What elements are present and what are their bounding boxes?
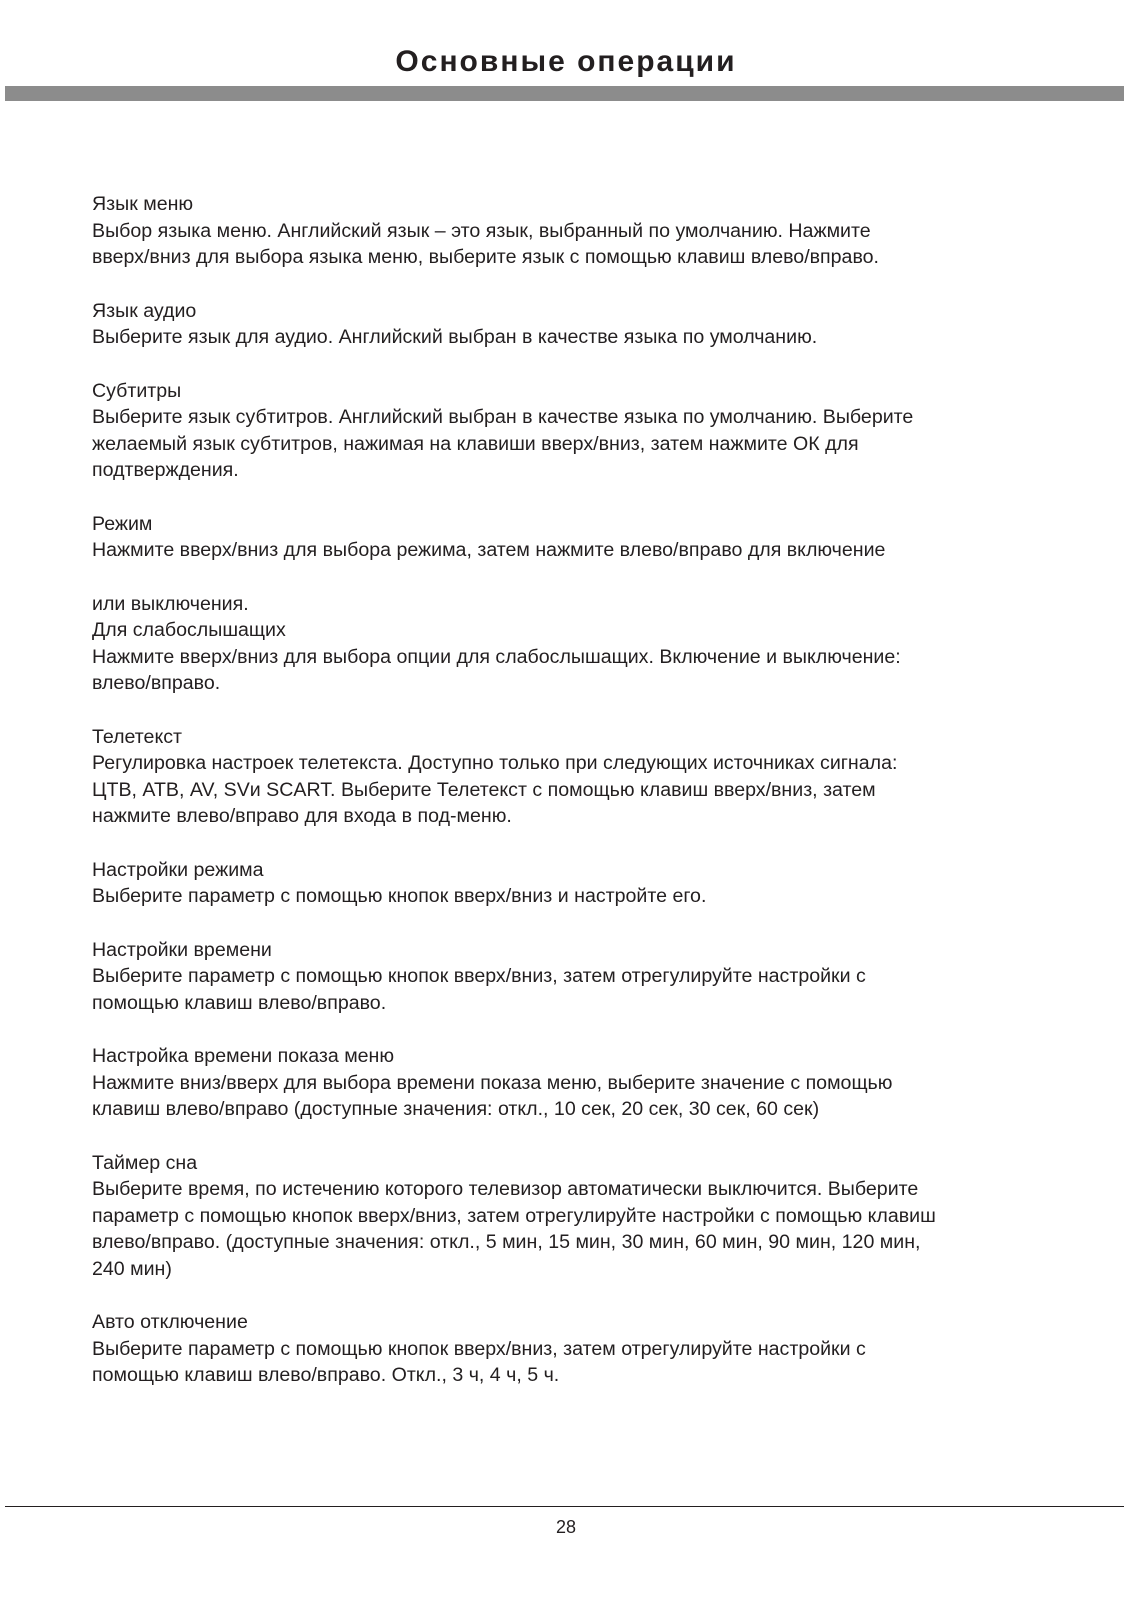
- section-heading: Настройка времени показа меню: [92, 1045, 395, 1067]
- section-text-line: вверх/вниз для выбора языка меню, выберите язык с помощью клавиш влево/вправо.: [92, 246, 879, 268]
- section-heading: Авто отключение: [92, 1311, 248, 1333]
- section-text-line: влево/вправо.: [92, 672, 221, 694]
- section-sleep-timer: [92, 1150, 1082, 1283]
- section-text-line: Нажмите вверх/вниз для выбора опции для слабослышащих. Включение и выключение:: [92, 645, 901, 668]
- section-text-line: Регулировка настроек телетекста. Доступно только при следующих источниках сигнала:: [92, 752, 898, 774]
- section-text-line: параметр с помощью кнопок вверх/вниз, затем отрегулируйте настройки с помощью клавиш: [92, 1204, 936, 1227]
- section-heading: Для слабослышащих: [92, 619, 286, 641]
- section-text-line: Выберите язык субтитров. Английский выбран в качестве языка по умолчанию. Выберите: [92, 406, 914, 428]
- section-text-line: подтверждения.: [92, 459, 239, 481]
- section-text-line: 240 мин): [92, 1257, 172, 1280]
- page-title: Основные операции: [395, 45, 737, 78]
- section-heading: Настройки времени: [92, 938, 272, 961]
- section-text-line: нажмите влево/вправо для входа в под-меню.: [92, 805, 512, 827]
- section-time-settings: [92, 937, 1082, 1017]
- section-menu-language: [92, 191, 1082, 271]
- section-menu-timeout: [92, 1043, 1082, 1123]
- document-body: [92, 191, 1082, 1416]
- section-heading: Режим: [92, 512, 153, 535]
- section-mode: [92, 511, 1082, 564]
- section-text-line: клавиш влево/вправо (доступные значения: откл., 10 сек, 20 сек, 30 сек, 60 сек): [92, 1098, 820, 1120]
- section-heading: Субтитры: [92, 379, 182, 402]
- section-text-line: Нажмите вниз/вверх для выбора времени показа меню, выберите значение с помощью: [92, 1071, 893, 1094]
- section-heading: Язык меню: [92, 193, 194, 215]
- footer-divider: [5, 1506, 1124, 1507]
- section-heading: Телетекст: [92, 725, 183, 748]
- page-number: 28: [555, 1517, 577, 1537]
- section-text-line: Выбор языка меню. Английский язык – это язык, выбранный по умолчанию. Нажмите: [92, 219, 871, 242]
- section-text-line: желаемый язык субтитров, нажимая на клавиши вверх/вниз, затем нажмите ОК для: [92, 432, 859, 455]
- section-text-line: помощью клавиш влево/вправо.: [92, 991, 387, 1014]
- section-heading: Язык аудио: [92, 299, 197, 322]
- section-text-line: помощью клавиш влево/вправо. Откл., 3 ч, 4 ч, 5 ч.: [92, 1364, 560, 1386]
- section-text-line: Выберите параметр с помощью кнопок вверх/вниз и настройте его.: [92, 885, 707, 907]
- section-text-line: Выберите параметр с помощью кнопок вверх/вниз, затем отрегулируйте настройки с: [92, 965, 866, 987]
- section-text-line: Выберите параметр с помощью кнопок вверх/вниз, затем отрегулируйте настройки с: [92, 1337, 866, 1360]
- section-audio-language: [92, 298, 1082, 351]
- section-text-line: ЦТВ, АТВ, AV, SVи SCART. Выберите Телетекст с помощью клавиш вверх/вниз, затем: [92, 778, 876, 801]
- section-subtitles: [92, 378, 1082, 484]
- section-text-line: Выберите язык для аудио. Английский выбран в качестве языка по умолчанию.: [92, 326, 818, 348]
- section-mode-settings: [92, 857, 1082, 910]
- section-text-line: или выключения.: [92, 592, 249, 615]
- section-heading: Настройки режима: [92, 858, 264, 881]
- title-divider-bar: [5, 86, 1124, 101]
- section-text-line: влево/вправо. (доступные значения: откл., 5 мин, 15 мин, 30 мин, 60 мин, 90 мин, 120 мин,: [92, 1231, 921, 1253]
- section-auto-off: [92, 1309, 1082, 1389]
- section-heading: Таймер сна: [92, 1151, 198, 1174]
- section-text-line: Выберите время, по истечению которого телевизор автоматически выключится. Выберите: [92, 1178, 919, 1200]
- section-teletext: [92, 724, 1082, 830]
- section-text-line: Нажмите вверх/вниз для выбора режима, затем нажмите влево/вправо для включение: [92, 539, 886, 561]
- section-hearing-impaired: [92, 591, 1082, 697]
